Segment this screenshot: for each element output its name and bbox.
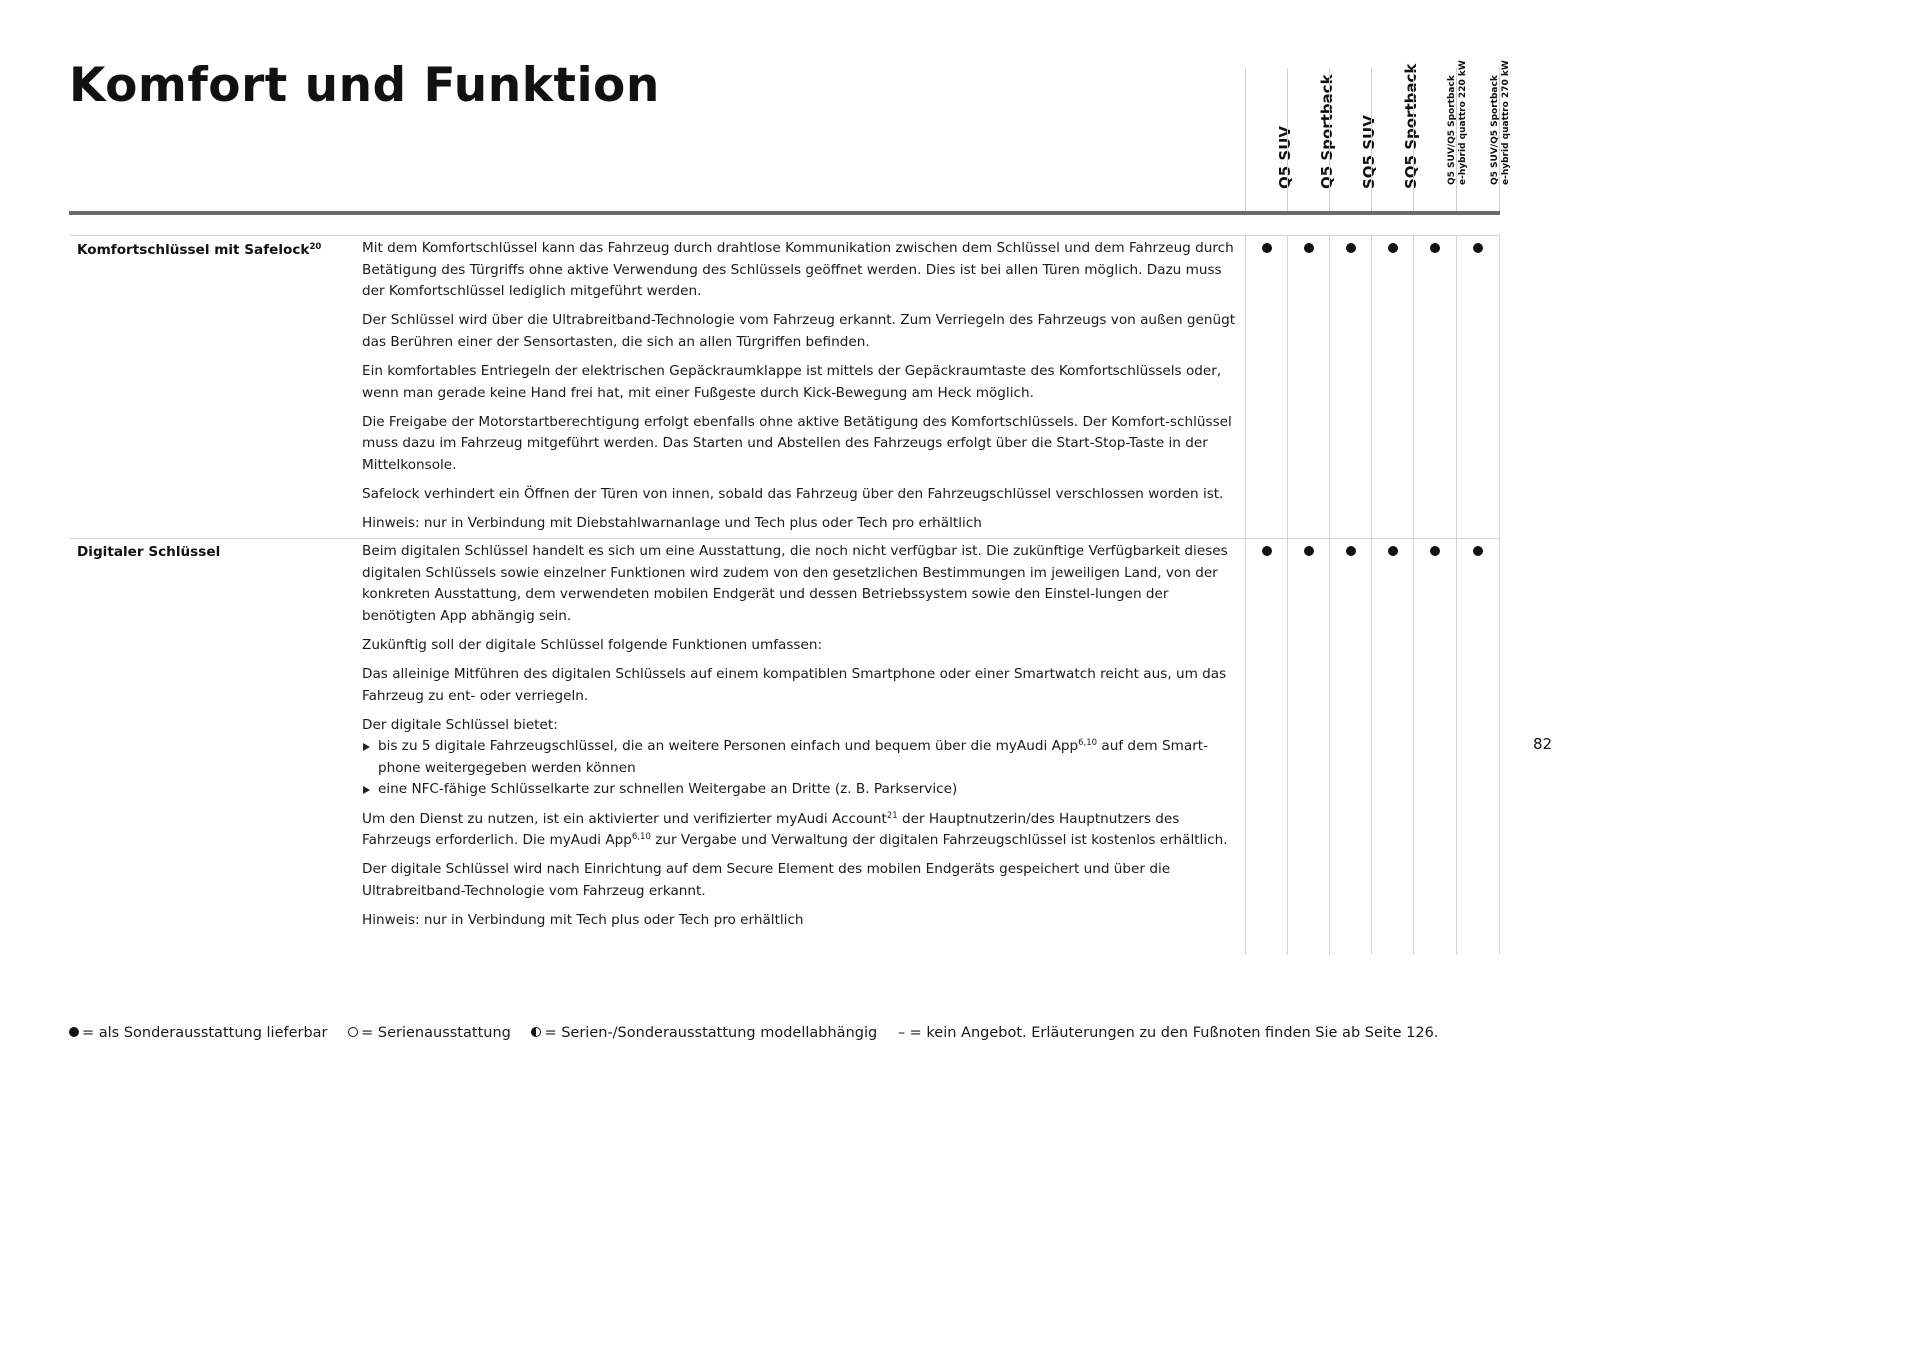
footnote-ref: 6,10	[1078, 738, 1098, 749]
availability-dot-optional	[1346, 243, 1356, 253]
feature-name-komfortschluessel	[77, 240, 321, 260]
feature-name-digitaler-schluessel: Digitaler Schlüssel	[77, 544, 221, 560]
column-divider	[1371, 235, 1372, 955]
column-label: SQ5 SUV	[1359, 115, 1378, 189]
description-paragraph: Zukünftig soll der digitale Schlüssel folgende Funktionen umfassen:	[362, 636, 823, 653]
availability-dot-optional	[1473, 546, 1483, 556]
column-divider	[1499, 235, 1500, 955]
availability-dot-optional	[1262, 546, 1272, 556]
description-paragraph: Das alleinige Mitführen des digitalen Schlüssels auf einem kompatiblen Smartphone oder einer Smartwatch reicht aus, um das Fahrzeug zu ent- oder verriegeln.	[362, 665, 1227, 704]
footnote-ref: 21	[886, 810, 898, 821]
table-top-rule	[69, 235, 1500, 236]
feature-label: Komfortschlüssel mit Safelock	[77, 242, 310, 258]
availability-dot-optional	[1346, 546, 1356, 556]
legend	[69, 1025, 1454, 1041]
description-paragraph: Hinweis: nur in Verbindung mit Tech plus oder Tech pro erhältlich	[362, 911, 804, 928]
column-header-sq5-sportback	[1371, 63, 1420, 211]
description-paragraph: Beim digitalen Schlüssel handelt es sich um eine Ausstattung, die noch nicht verfügbar ist. Die zukünftige Verfügbarkeit dieses digitalen Schlüssels sowie einzelner Funktionen wird zudem von den gesetzlichen Bestimmungen im jeweiligen Land, von der konkreten Ausstattung, dem verwendeten mobilen Endgerät und dessen Betriebssystem sowie den Einstel-lungen der benötigten App abhängig sein.	[362, 543, 1228, 624]
bullet-item	[362, 736, 1242, 779]
legend-item-optional	[69, 1025, 328, 1041]
bullet-text: bis zu 5 digitale Fahrzeugschlüssel, die an weitere Personen einfach und bequem über die myAudi App	[378, 738, 1079, 755]
column-header-q5-ehybrid-220	[1413, 60, 1468, 211]
column-label: Q5 Sportback	[1317, 74, 1336, 189]
page-title: Komfort und Funktion	[69, 58, 660, 113]
column-divider	[1413, 235, 1414, 955]
page-number: 82	[1533, 735, 1553, 753]
column-label: Q5 SUV	[1275, 125, 1294, 189]
paragraph-text: Um den Dienst zu nutzen, ist ein aktivierter und verifizierter myAudi Account	[362, 810, 887, 827]
column-label: Q5 SUV/Q5 Sportback e-hybrid quattro 270 kW	[1490, 60, 1511, 185]
footnote-ref: 20	[309, 242, 322, 252]
description-paragraph: Die Freigabe der Motorstartberechtigung erfolgt ebenfalls ohne aktive Betätigung des Komfortschlüssels. Der Komfort-schlüssel muss dazu im Fahrzeug mitgeführt werden. Das Starten und Abstellen des Fahrzeugs erfolgt über die Start-Stop-Taste in der Mittelkonsole.	[362, 413, 1232, 473]
row-separator	[69, 538, 1245, 539]
description-paragraph: Hinweis: nur in Verbindung mit Diebstahlwarnanlage und Tech plus oder Tech pro erhältlich	[362, 515, 982, 532]
bullet-text: eine NFC-fähige Schlüsselkarte zur schnellen Weitergabe an Dritte (z. B. Parkservice)	[378, 781, 958, 798]
column-divider	[1329, 235, 1330, 955]
legend-item-none	[898, 1025, 1439, 1041]
legend-text: = Serienausstattung	[361, 1025, 511, 1041]
availability-dot-optional	[1430, 243, 1440, 253]
availability-dot-optional	[1304, 546, 1314, 556]
open-circle-icon	[348, 1027, 358, 1037]
half-circle-icon	[531, 1027, 541, 1037]
column-label: SQ5 Sportback	[1401, 63, 1420, 189]
column-header-q5-sportback	[1287, 68, 1336, 211]
paragraph-text: zur Vergabe und Verwaltung der digitalen Fahrzeugschlüssel ist kostenlos erhältlich.	[650, 832, 1228, 849]
column-header-q5-suv	[1245, 68, 1294, 211]
description-paragraph: Der digitale Schlüssel wird nach Einrichtung auf dem Secure Element des mobilen Endgeräts gespeichert und über die Ultrabreitband-Technologie vom Fahrzeug erkannt.	[362, 861, 1171, 899]
description-paragraph: Mit dem Komfortschlüssel kann das Fahrzeug durch drahtlose Kommunikation zwischen dem Schlüssel und dem Fahrzeug durch Betätigung des Türgriffs ohne aktive Verwendung des Schlüssels geöffnet werden. Dies ist bei allen Türen möglich. Dazu muss der Komfortschlüssel lediglich mitgeführt werden.	[362, 240, 1234, 300]
availability-dot-optional	[1388, 243, 1398, 253]
description-paragraph: Der Schlüssel wird über die Ultrabreitband-Technologie vom Fahrzeug erkannt. Zum Verriegeln des Fahrzeugs von außen genügt das Berühren einer der Sensortasten, die sich an allen Türgriffen befinden.	[362, 312, 1236, 350]
filled-circle-icon	[69, 1027, 79, 1037]
availability-dot-optional	[1262, 243, 1272, 253]
availability-dot-optional	[1304, 243, 1314, 253]
legend-text: = als Sonderausstattung lieferbar	[82, 1025, 328, 1041]
bullet-text: auf dem Smart-phone weitergegeben werden können	[378, 738, 1209, 776]
column-header-q5-ehybrid-270	[1456, 60, 1511, 211]
legend-text: = Serien-/Sonderausstattung modellabhängig	[544, 1025, 878, 1041]
footnote-ref: 6,10	[631, 832, 651, 843]
column-divider	[1287, 235, 1288, 955]
feature-description-komfortschluessel	[362, 238, 1242, 542]
availability-dot-optional	[1430, 546, 1440, 556]
bullet-item	[362, 779, 1242, 801]
availability-dot-optional	[1473, 243, 1483, 253]
legend-text: – = kein Angebot. Erläuterungen zu den Fußnoten finden Sie ab Seite 126.	[897, 1025, 1439, 1041]
row-separator-columns	[1245, 538, 1500, 539]
description-paragraph: Safelock verhindert ein Öffnen der Türen von innen, sobald das Fahrzeug über den Fahrzeugschlüssel verschlossen worden ist.	[362, 485, 1224, 502]
column-divider	[1245, 235, 1246, 955]
description-paragraph: Der digitale Schlüssel bietet:	[362, 716, 558, 733]
description-paragraph: Ein komfortables Entriegeln der elektrischen Gepäckraumklappe ist mittels der Gepäckraumtaste des Komfortschlüssels oder, wenn man gerade keine Hand frei hat, mit einer Fußgeste durch Kick-Bewegung am Heck möglich.	[362, 362, 1222, 401]
legend-item-standard	[348, 1025, 511, 1041]
feature-description-digitaler-schluessel	[362, 541, 1242, 939]
column-divider	[1456, 235, 1457, 955]
header-rule	[69, 211, 1500, 215]
legend-item-model-dependent	[531, 1025, 877, 1041]
availability-dot-optional	[1388, 546, 1398, 556]
column-label: Q5 SUV/Q5 Sportback e-hybrid quattro 220 kW	[1446, 60, 1468, 185]
paragraph-text: der Hauptnutzerin/des Hauptnutzers des Fahrzeugs erforderlich. Die myAudi App	[362, 810, 1180, 849]
column-header-sq5-suv	[1329, 68, 1378, 211]
description-paragraph	[362, 809, 1242, 852]
